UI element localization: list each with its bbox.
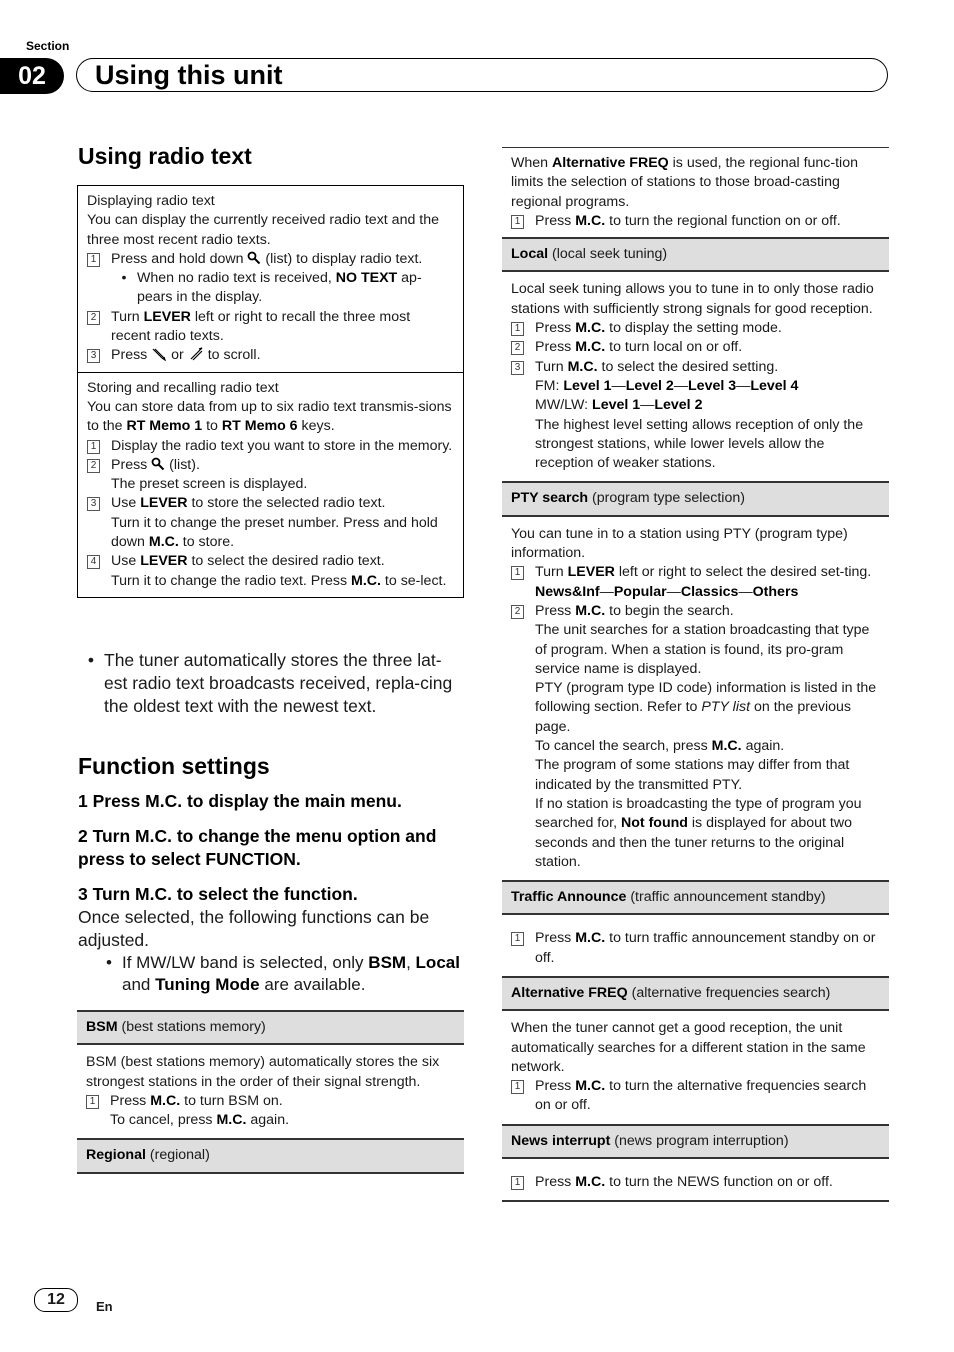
- step-number: 2: [87, 311, 100, 325]
- step-text: Press: [535, 602, 572, 619]
- level-option: Level 4: [750, 377, 799, 394]
- body-text: When: [511, 155, 549, 171]
- pty-option: Others: [752, 583, 799, 600]
- display-step-3: [87, 346, 453, 365]
- pty-options: [535, 583, 880, 602]
- bullet-item: [111, 269, 453, 308]
- step-number: 2: [87, 459, 100, 473]
- level-option: Level 1: [592, 397, 641, 414]
- level-option: Level 1: [563, 377, 612, 394]
- local-header: [502, 239, 889, 272]
- mc-label: M.C.: [575, 1174, 606, 1191]
- step-note: [535, 679, 880, 737]
- no-text-label: NO TEXT: [335, 270, 398, 287]
- mc-label: M.C.: [216, 1112, 247, 1129]
- level-option: Level 3: [688, 377, 737, 394]
- step-text: To cancel, press: [110, 1112, 213, 1129]
- level-option: Level 2: [654, 397, 703, 414]
- display-intro: You can display the currently received radio text and the three most recent radio texts.: [87, 212, 440, 248]
- step-text: to scroll.: [207, 347, 261, 364]
- step-text: to display the setting mode.: [609, 320, 782, 337]
- function-body-text: You can tune in to a station using PTY (program type) information.: [511, 525, 848, 562]
- local-step-3: [511, 358, 880, 474]
- function-desc: (traffic announcement standby): [630, 889, 826, 906]
- step-number: 1: [87, 253, 100, 267]
- news-body: [502, 1159, 889, 1202]
- function-desc: (alternative frequencies search): [631, 984, 831, 1001]
- store-step-2: [87, 456, 453, 495]
- note-text: and: [122, 975, 151, 994]
- function-name: Local: [511, 246, 549, 263]
- traffic-body: [502, 915, 889, 978]
- step-text: Press and hold down: [111, 250, 244, 267]
- function-settings-heading: Function settings: [78, 753, 270, 779]
- step-text: or: [171, 347, 184, 364]
- step-text: Turn: [535, 358, 564, 375]
- step-text: Press: [111, 347, 148, 364]
- step-text: to turn the alternative frequencies search on or off.: [535, 1078, 867, 1114]
- step-note: The preset screen is displayed.: [111, 476, 308, 493]
- local-step-1: [511, 319, 880, 338]
- section-label: Section: [26, 39, 70, 53]
- step-text: to begin the search.: [609, 602, 734, 619]
- store-step-1: [87, 437, 453, 456]
- function-name: Regional: [86, 1147, 146, 1164]
- store-step-4: [87, 552, 453, 591]
- function-body-text: When the tuner cannot get a good reception, the unit automatically searches for a different station in the same network.: [511, 1020, 866, 1075]
- note-text: ,: [406, 953, 411, 972]
- step-number: 1: [511, 322, 524, 336]
- function-desc: (program type selection): [591, 490, 745, 507]
- pty-option: Popular: [613, 583, 667, 600]
- step-number: 1: [87, 440, 100, 454]
- pty-step-2: [511, 602, 880, 872]
- pty-header: [502, 483, 889, 516]
- regional-step-1: [511, 212, 880, 231]
- pty-step-1: [511, 563, 880, 602]
- lever-label: LEVER: [140, 553, 188, 570]
- lever-label: LEVER: [567, 564, 615, 581]
- step-number: 4: [87, 555, 100, 569]
- step-text: To cancel the search, press: [535, 738, 708, 755]
- step-number: 1: [511, 215, 524, 229]
- step-text: Press: [535, 339, 572, 356]
- step-number: 2: [511, 341, 524, 355]
- step-text: Press: [535, 320, 572, 337]
- bullet-dot: •: [106, 953, 112, 972]
- display-step-2: [87, 308, 453, 347]
- altfreq-header: [502, 978, 889, 1011]
- intro-text: keys.: [301, 418, 335, 435]
- function-desc: (regional): [149, 1147, 210, 1164]
- mc-label: M.C.: [575, 1078, 606, 1095]
- step-text: to select the desired setting.: [601, 358, 779, 375]
- level-option: Level 2: [625, 377, 674, 394]
- radio-text-box: [77, 185, 464, 598]
- body-text: is used, the regional func-tion limits the selection of stations to those broad-casting regional programs.: [511, 155, 858, 210]
- intro-text: You can store data from up to six radio text transmis-sions to the: [87, 398, 452, 435]
- step-text: to select the desired radio text.: [191, 553, 385, 570]
- tuner-note: [78, 649, 464, 718]
- step-text: (list).: [169, 456, 200, 473]
- dash: —: [599, 583, 614, 600]
- step-text: left or right to select the desired set-ting.: [618, 564, 872, 581]
- step-text: Turn: [111, 308, 140, 325]
- step-text: to se-lect.: [384, 572, 447, 589]
- dash: —: [611, 377, 626, 394]
- mc-label: M.C.: [150, 1092, 181, 1109]
- step-number: 3: [87, 497, 100, 511]
- lever-label: LEVER: [143, 308, 191, 325]
- step-note: [111, 514, 453, 553]
- function-name: Traffic Announce: [511, 889, 627, 906]
- dash: —: [736, 377, 751, 394]
- step-text: Turn it to change the radio text. Press: [111, 572, 348, 589]
- mw-levels: [535, 396, 880, 415]
- step-note: [110, 1111, 455, 1130]
- rt-memo-6-label: RT Memo 6: [221, 418, 298, 435]
- language-label: En: [96, 1299, 113, 1314]
- step-text: to turn BSM on.: [184, 1092, 283, 1109]
- section-number-badge: 02: [0, 58, 64, 94]
- function-name: BSM: [86, 1019, 118, 1035]
- step-text: Press: [535, 1174, 572, 1191]
- step-number: 1: [86, 1095, 99, 1109]
- news-step-1: [511, 1173, 880, 1192]
- search-list-icon: [247, 251, 261, 265]
- step-number: 3: [87, 349, 100, 363]
- step-text: to store the selected radio text.: [191, 495, 386, 512]
- mc-label: M.C.: [575, 320, 606, 337]
- step-note: [111, 572, 453, 591]
- scroll-left-icon: [151, 347, 167, 361]
- step-note: [535, 795, 880, 872]
- step-number: 1: [511, 932, 524, 946]
- step-number: 1: [511, 1080, 524, 1094]
- step-text: to store.: [182, 534, 235, 551]
- pty-option: News&Inf: [535, 583, 600, 600]
- step-text: Turn it to change the preset number. Press and hold down: [111, 514, 438, 551]
- note-text: The tuner automatically stores the three lat-est radio text broadcasts received, repla-cing the oldest text with the newest text.: [104, 650, 453, 716]
- left-function-table: [77, 1010, 464, 1174]
- function-step-3: 3 Turn M.C. to select the function.: [78, 884, 358, 904]
- function-step-3-text: Once selected, the following functions can be adjusted.: [78, 907, 430, 950]
- rt-memo-1-label: RT Memo 1: [126, 418, 203, 435]
- mc-label: M.C.: [575, 930, 606, 947]
- note-text: are available.: [264, 975, 366, 994]
- step-note: The program of some stations may differ from that indicated by the transmitted PTY.: [535, 757, 850, 793]
- step-text: again.: [250, 1112, 290, 1129]
- step-text: Turn: [535, 564, 564, 581]
- right-function-table: [502, 147, 889, 1202]
- step-text: to turn the NEWS function on or off.: [609, 1174, 833, 1191]
- step-note: The highest level setting allows reception of only the strongest stations, while lower levels allow the reception of weaker stations.: [535, 416, 864, 472]
- pty-option: Classics: [680, 583, 739, 600]
- local-label: Local: [415, 953, 460, 972]
- step-note: [535, 737, 880, 756]
- step-text: (list) to display radio text.: [265, 250, 423, 267]
- intro-text: to: [206, 418, 218, 435]
- tuning-mode-label: Tuning Mode: [155, 975, 260, 994]
- page-title-pill: [76, 58, 888, 92]
- not-found-label: Not found: [620, 815, 688, 832]
- function-desc: (local seek tuning): [552, 246, 668, 263]
- bullet-text: ap-pears in the display.: [137, 270, 422, 306]
- note-text: If MW/LW band is selected, only: [122, 953, 364, 972]
- function-step-1: 1 Press M.C. to display the main menu.: [78, 791, 402, 811]
- mc-label: M.C.: [148, 534, 179, 551]
- function-step-2: 2 Turn M.C. to change the menu option and press to select FUNCTION.: [78, 826, 437, 869]
- regional-header: [77, 1140, 464, 1173]
- fm-levels: [535, 377, 880, 396]
- bsm-label: BSM: [368, 953, 407, 972]
- page-number: 12: [34, 1288, 78, 1312]
- dash: —: [673, 377, 689, 394]
- function-name: PTY search: [511, 490, 589, 507]
- dash: —: [666, 583, 681, 600]
- bsm-header: [77, 1010, 464, 1045]
- page-title: Using this unit: [95, 60, 283, 90]
- function-body-text: BSM (best stations memory) automatically stores the six strongest stations in the order of their signal strength.: [86, 1054, 440, 1090]
- display-title: Displaying radio text: [87, 193, 215, 209]
- step-text: Press: [111, 456, 148, 473]
- band-label: FM:: [535, 377, 560, 394]
- mwlw-note: [96, 952, 464, 996]
- search-list-icon: [151, 457, 165, 471]
- step-text: Use: [111, 553, 137, 570]
- traffic-step-1: [511, 929, 880, 968]
- alt-freq-label: Alternative FREQ: [552, 155, 669, 171]
- store-radio-text-section: [78, 372, 463, 597]
- dash: —: [738, 583, 753, 600]
- altfreq-body: [502, 1011, 889, 1125]
- step-number: 3: [511, 361, 524, 375]
- radio-text-heading: Using radio text: [78, 143, 252, 169]
- altfreq-step-1: [511, 1077, 880, 1116]
- step-text: Press: [535, 930, 572, 947]
- display-radio-text-section: [78, 186, 463, 372]
- step-text: on the previous page.: [535, 699, 851, 735]
- step-text: Use: [111, 495, 137, 512]
- lever-label: LEVER: [140, 495, 188, 512]
- bullet-text: When no radio text is received,: [137, 270, 332, 287]
- mc-label: M.C.: [351, 572, 381, 589]
- store-title: Storing and recalling radio text: [87, 379, 279, 396]
- display-step-1: [87, 250, 453, 308]
- pty-list-ref: PTY list: [701, 699, 751, 716]
- step-text: to turn traffic announcement standby on or off.: [535, 930, 876, 966]
- mc-label: M.C.: [575, 212, 606, 229]
- regional-text: [511, 154, 880, 212]
- step-text: to turn the regional function on or off.: [609, 212, 841, 229]
- function-body-text: Local seek tuning allows you to tune in to only those radio stations with sufficiently strong signals for good reception.: [511, 281, 874, 317]
- traffic-header: [502, 882, 889, 915]
- bullet-dot: •: [121, 270, 127, 287]
- step-text: left or right to recall the three most recent radio texts.: [111, 308, 411, 345]
- step-text: is displayed for about two seconds and then the tuner returns to the original station.: [535, 815, 853, 870]
- band-label: MW/LW:: [535, 397, 589, 414]
- step-text: Press: [535, 1078, 572, 1095]
- function-desc: (best stations memory): [121, 1019, 266, 1035]
- step-number: 1: [511, 566, 524, 580]
- regional-body: [502, 147, 889, 239]
- mc-label: M.C.: [575, 339, 606, 356]
- step-number: 1: [511, 1176, 524, 1190]
- step-text: PTY (program type ID code) information is listed in the following section. Refer to: [535, 680, 877, 716]
- step-text: to turn local on or off.: [609, 339, 743, 356]
- pty-body: [502, 517, 889, 882]
- dash: —: [640, 397, 655, 414]
- scroll-right-icon: [188, 347, 204, 361]
- step-text: Display the radio text you want to store in the memory.: [111, 437, 453, 454]
- store-intro: [87, 398, 453, 437]
- bsm-body: [77, 1045, 464, 1140]
- store-step-3: [87, 494, 453, 552]
- function-desc: (news program interruption): [614, 1132, 789, 1149]
- mc-label: M.C.: [711, 738, 742, 755]
- local-body: [502, 272, 889, 483]
- function-name: News interrupt: [511, 1132, 611, 1149]
- step-number: 2: [511, 605, 524, 619]
- bsm-step-1: [86, 1092, 455, 1131]
- step-note: The unit searches for a station broadcasting that type of program. When a station is found, its pro-gram service name is displayed.: [535, 622, 870, 677]
- function-name: Alternative FREQ: [511, 984, 628, 1001]
- step-text: If no station is broadcasting the type of program you searched for,: [535, 795, 862, 832]
- step-text: Press: [110, 1092, 147, 1109]
- local-step-2: [511, 338, 880, 357]
- mc-label: M.C.: [575, 602, 606, 619]
- bullet-dot: •: [87, 650, 95, 670]
- mc-label: M.C.: [567, 358, 598, 375]
- news-header: [502, 1126, 889, 1159]
- step-text: Press: [535, 212, 572, 229]
- step-text: again.: [745, 738, 785, 755]
